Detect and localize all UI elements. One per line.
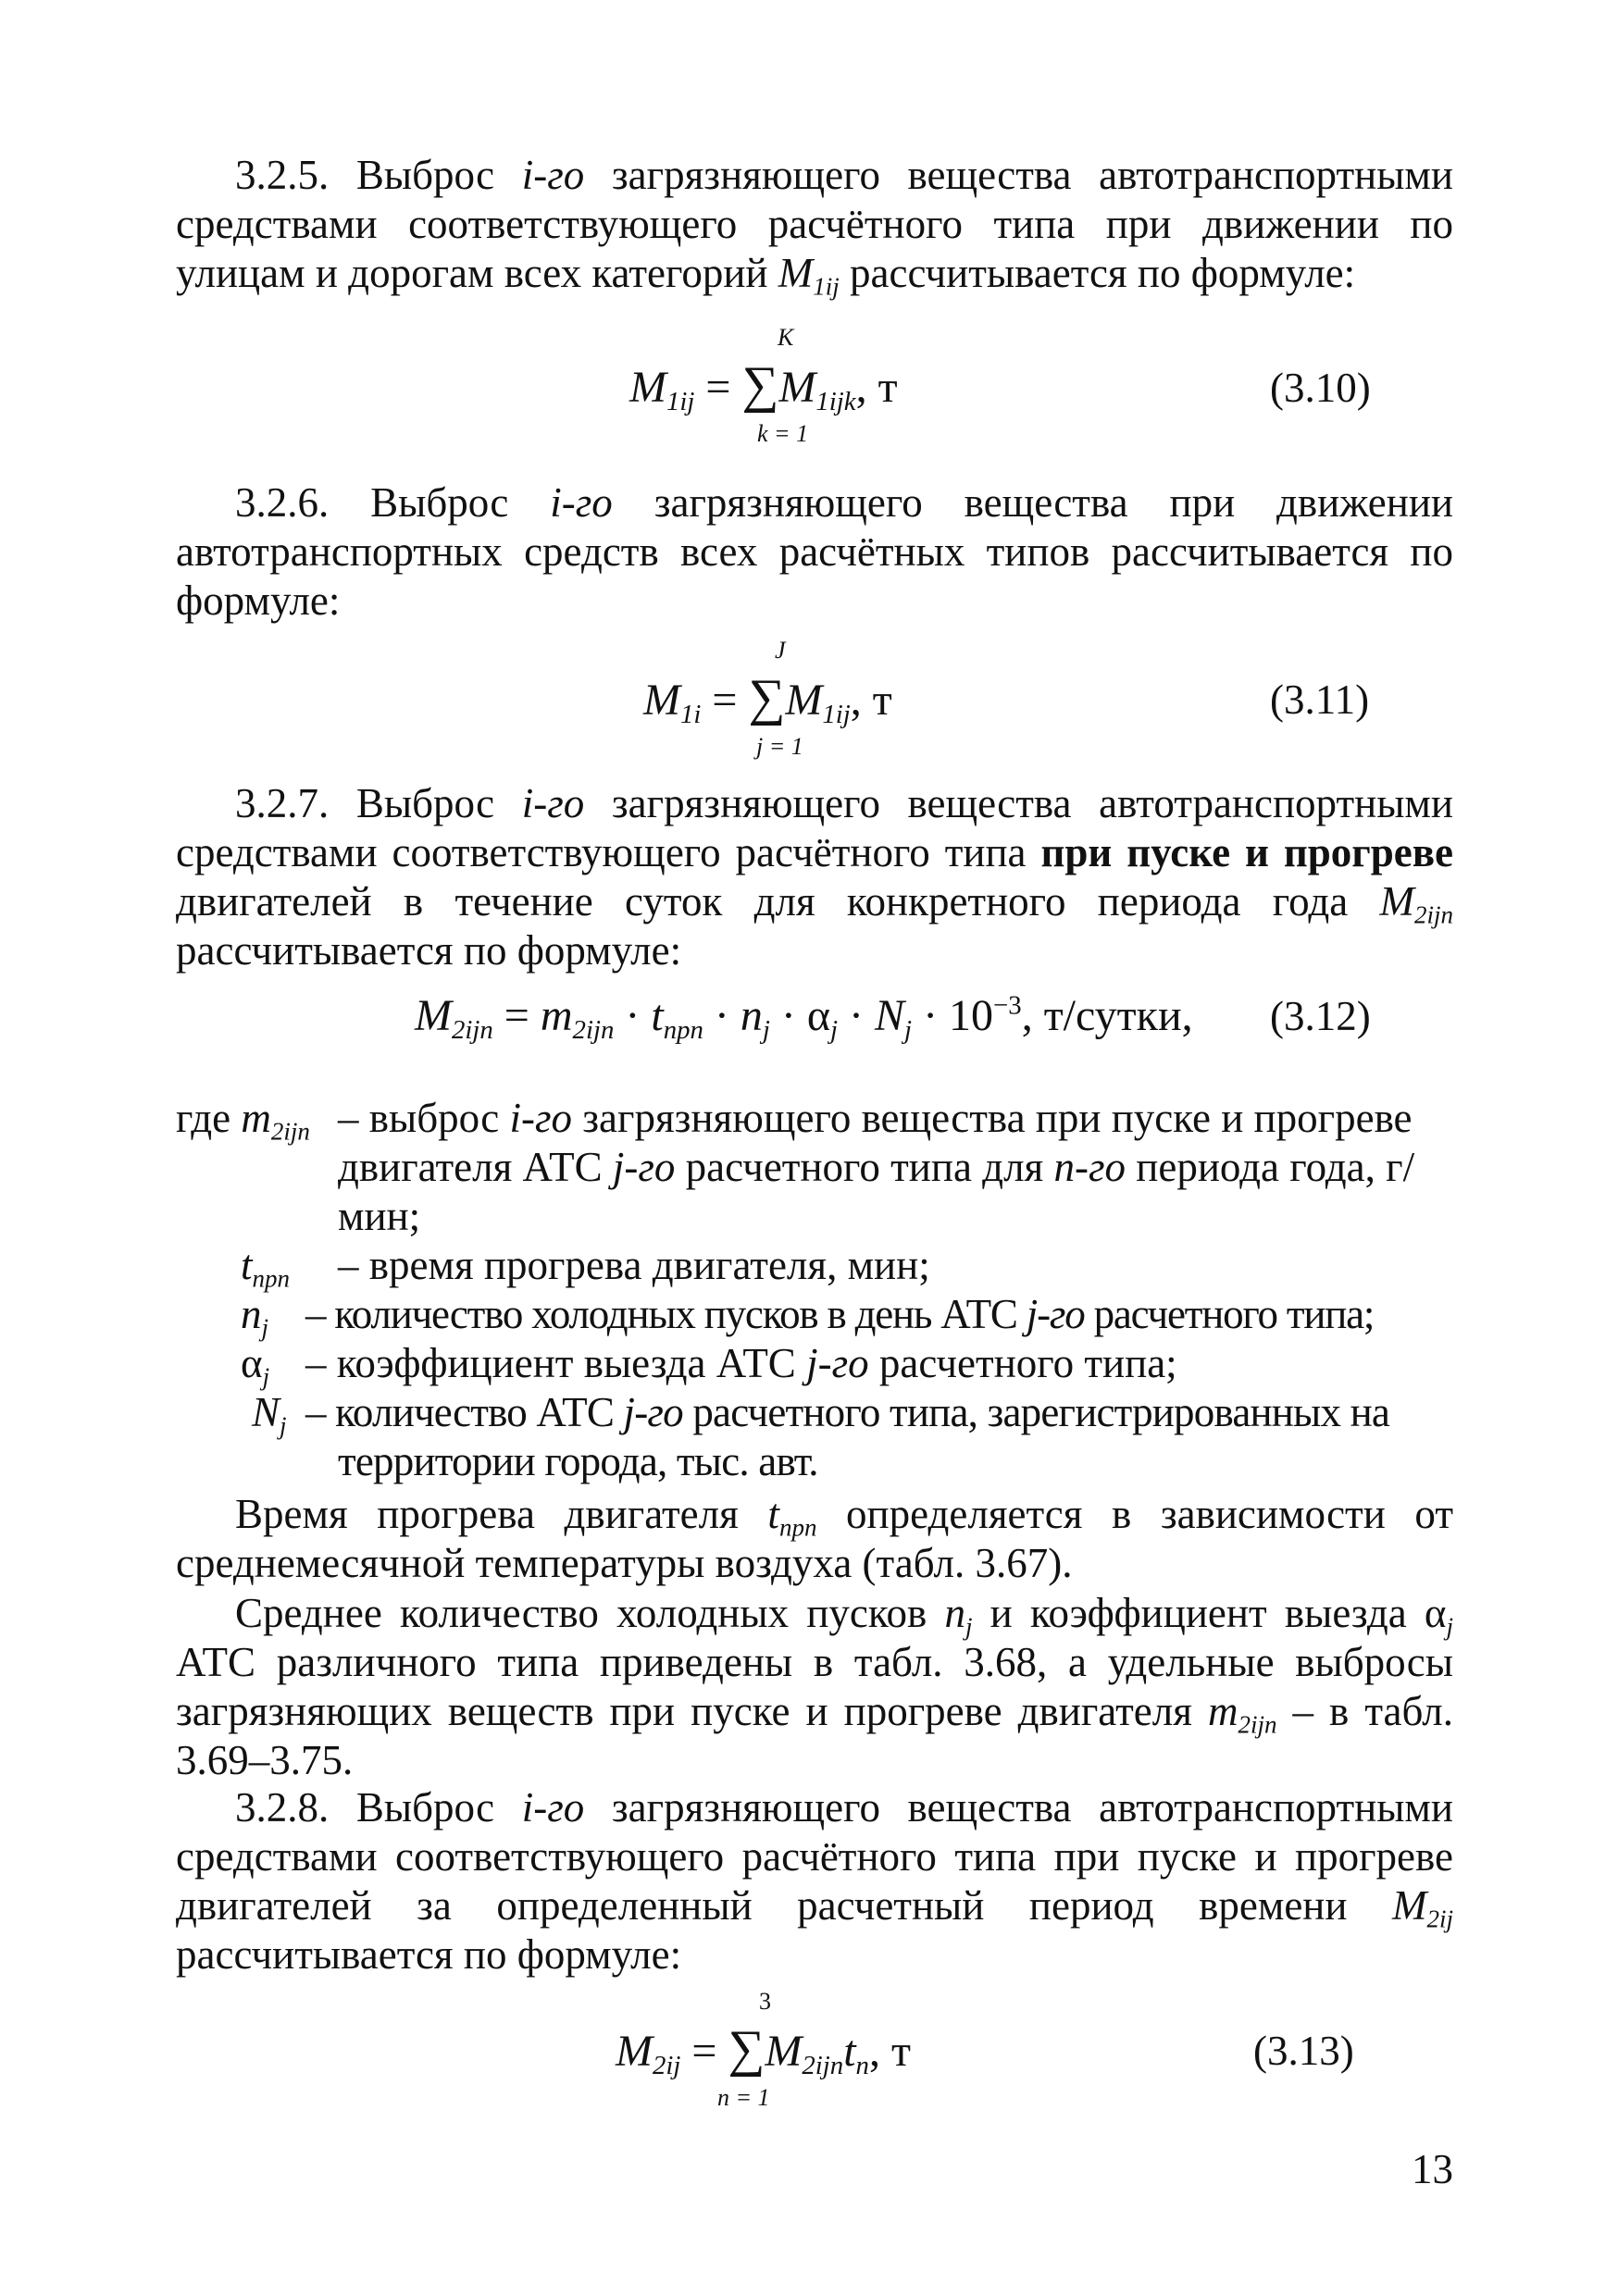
sum-upper-limit: K xyxy=(778,324,794,351)
equation-3-11 xyxy=(643,629,921,777)
text: определяется в зависимости от среднемесячной температуры воздуха (табл. 3.67). xyxy=(176,1491,1453,1586)
paragraph-average-starts xyxy=(176,1589,1453,1785)
math-symbol: M xyxy=(785,676,823,725)
math-number: 10 xyxy=(949,991,994,1040)
math-subscript: 1ij xyxy=(666,387,695,417)
math-symbol: n xyxy=(241,1291,262,1337)
equals-sign: = xyxy=(492,991,541,1040)
math-symbol: t xyxy=(767,1491,779,1537)
equation-number: (3.11) xyxy=(1270,676,1370,723)
math-subscript: 2ijn xyxy=(1238,1710,1277,1739)
sum-lower-limit: n = 1 xyxy=(717,2084,770,2111)
unit: , т xyxy=(855,363,898,412)
multiply-dot: · xyxy=(912,991,950,1040)
equation-number: (3.13) xyxy=(1253,2028,1354,2074)
sum-upper-limit: J xyxy=(775,637,786,664)
math-subscript: 2ij xyxy=(1426,1905,1453,1933)
paragraph-3-2-7 xyxy=(176,779,1453,975)
math-symbol: n xyxy=(944,1590,965,1636)
italic-var: i-го xyxy=(509,1095,573,1141)
text: загрязняющего вещества автотранспортными средствами соответствующего расчётного типа при пуске и прогреве двигателей за определенный расчетный период времени xyxy=(176,1784,1453,1929)
math-symbol: M xyxy=(765,2027,803,2076)
equation-number: (3.10) xyxy=(1270,365,1371,411)
equals-sign: = xyxy=(680,2027,728,2076)
math-subscript: j xyxy=(1446,1612,1453,1641)
math-subscript: j xyxy=(262,1362,270,1391)
definition-n xyxy=(176,1290,1462,1342)
math-symbol: M xyxy=(778,250,814,296)
math-symbol: M xyxy=(616,2027,653,2076)
math-symbol: M xyxy=(415,991,452,1040)
math-subscript: j xyxy=(965,1612,973,1641)
math-subscript: 2ijn xyxy=(572,1015,615,1046)
variable-definitions xyxy=(176,1094,1462,1486)
italic-var: n-го xyxy=(1053,1144,1126,1190)
definition-m xyxy=(176,1094,1462,1241)
math-symbol: M xyxy=(778,363,816,412)
text: загрязняющего вещества автотранспортными средствами соответствующего расчётного типа при движении по улицам и дорогам всех категорий xyxy=(176,152,1453,296)
math-symbol: N xyxy=(252,1389,280,1435)
math-symbol: t xyxy=(651,991,664,1040)
text: рассчитывается по формуле: xyxy=(839,250,1356,296)
text: периода года, г/мин; xyxy=(338,1144,1415,1239)
italic-var: j-го xyxy=(806,1340,869,1386)
math-symbol: m xyxy=(241,1095,271,1141)
text: – выброс xyxy=(338,1095,510,1141)
math-subscript: n xyxy=(855,2051,869,2081)
text: рассчитывается по формуле: xyxy=(176,927,682,974)
math-symbol: α xyxy=(806,991,831,1040)
paragraph-warmup-time xyxy=(176,1490,1453,1588)
math-subscript: npn xyxy=(252,1264,291,1293)
multiply-dot: · xyxy=(703,991,741,1040)
unit: , т/сутки, xyxy=(1021,991,1193,1040)
text: расчетного типа; xyxy=(868,1340,1177,1386)
definition-t xyxy=(176,1241,1462,1293)
math-subscript: 2ijn xyxy=(451,1015,493,1046)
italic-var: j-го xyxy=(612,1144,676,1190)
sigma-symbol: ∑ xyxy=(748,669,786,726)
math-subscript: npn xyxy=(778,1513,817,1542)
text: – коэффициент выезда АТС xyxy=(305,1340,807,1386)
math-subscript: 1ijk xyxy=(815,387,856,417)
math-subscript: 1i xyxy=(679,700,702,730)
equation-number: (3.12) xyxy=(1270,993,1371,1039)
math-subscript: 1ij xyxy=(822,700,851,730)
math-symbol: m xyxy=(1207,1688,1238,1734)
text: – количество холодных пусков в день АТС xyxy=(305,1291,1027,1337)
text: рассчитывается по формуле: xyxy=(176,1931,682,1978)
unit: , т xyxy=(850,676,892,725)
math-subscript: j xyxy=(762,1015,770,1046)
italic-var: i-го xyxy=(521,152,585,198)
multiply-dot: · xyxy=(838,991,876,1040)
text: двигателей в течение суток для конкретного периода года xyxy=(176,878,1380,925)
paragraph-3-2-8 xyxy=(176,1783,1453,1980)
sigma-symbol: ∑ xyxy=(741,356,779,414)
math-symbol: M xyxy=(1379,878,1414,925)
sum-lower-limit: k = 1 xyxy=(757,420,809,447)
text: 3.2.5. Выброс xyxy=(235,152,522,198)
math-subscript: npn xyxy=(663,1015,703,1046)
text: 3.2.7. Выброс xyxy=(235,780,522,826)
italic-var: j-го xyxy=(1026,1291,1085,1337)
text: Среднее количество холодных пусков xyxy=(235,1590,945,1636)
sum-lower-limit: j = 1 xyxy=(756,733,803,760)
equals-sign: = xyxy=(694,363,742,412)
math-exponent: −3 xyxy=(993,990,1022,1021)
math-symbol: M xyxy=(629,363,666,412)
paragraph-3-2-5 xyxy=(176,151,1453,301)
definition-alpha xyxy=(176,1339,1462,1391)
text: расчетного типа для xyxy=(675,1144,1054,1190)
italic-var: i-го xyxy=(521,780,585,826)
italic-var: i-го xyxy=(521,1784,585,1831)
equation-3-12 xyxy=(415,981,1248,1055)
text: Время прогрева двигателя xyxy=(235,1491,768,1537)
italic-var: j-го xyxy=(623,1389,683,1435)
text: расчетного типа; xyxy=(1084,1291,1375,1337)
math-subscript: 2ijn xyxy=(802,2051,844,2081)
math-symbol: M xyxy=(1391,1882,1427,1929)
math-symbol: t xyxy=(241,1242,253,1288)
math-symbol: α xyxy=(1424,1590,1447,1636)
text: – время прогрева двигателя, мин; xyxy=(338,1242,930,1288)
math-subscript: j xyxy=(261,1313,269,1342)
math-symbol: n xyxy=(740,991,763,1040)
page-number: 13 xyxy=(1412,2146,1453,2192)
text: – в табл. 3.69–3.75. xyxy=(176,1688,1454,1783)
multiply-dot: · xyxy=(614,991,652,1040)
math-subscript: 2ijn xyxy=(270,1117,310,1146)
math-subscript: 2ij xyxy=(652,2051,681,2081)
math-subscript: 2ijn xyxy=(1413,900,1453,929)
text: 3.2.8. Выброс xyxy=(235,1784,522,1831)
text: где xyxy=(176,1095,242,1141)
definition-N xyxy=(176,1388,1462,1486)
text: – количество АТС xyxy=(305,1389,624,1435)
math-symbol: N xyxy=(875,991,905,1040)
italic-var: i-го xyxy=(550,479,613,526)
math-symbol: M xyxy=(643,676,680,725)
text: загрязняющего вещества при движении автотранспортных средств всех расчётных типов рассчитывается по формуле: xyxy=(176,479,1453,624)
equation-3-13 xyxy=(616,1980,949,2128)
text: расчетного типа, зарегистрированных на территории города, тыс. авт. xyxy=(338,1389,1390,1484)
math-symbol: t xyxy=(843,2027,856,2076)
text: 3.2.6. Выброс xyxy=(235,479,551,526)
text: загрязняющего вещества при пуске и прогреве двигателя АТС xyxy=(338,1095,1413,1190)
math-subscript: j xyxy=(830,1015,839,1046)
math-subscript: 1ij xyxy=(813,272,840,301)
sigma-symbol: ∑ xyxy=(728,2020,765,2078)
sum-upper-limit: 3 xyxy=(759,1988,771,2015)
text: АТС различного типа приведены в табл. 3.68, а удельные выбросы загрязняющих веществ при пуске и прогреве двигателя xyxy=(176,1639,1453,1734)
unit: , т xyxy=(868,2027,911,2076)
equals-sign: = xyxy=(701,676,749,725)
math-symbol: α xyxy=(241,1340,263,1386)
math-symbol: m xyxy=(540,991,573,1040)
paragraph-3-2-6 xyxy=(176,478,1453,626)
math-subscript: j xyxy=(280,1411,287,1440)
equation-3-10 xyxy=(629,316,907,465)
bold-text: при пуске и прогреве xyxy=(1040,829,1453,875)
text: загрязняющего вещества автотранспортными средствами соответствующего расчётного типа xyxy=(176,780,1453,875)
text: и коэффициент выезда xyxy=(972,1590,1425,1636)
multiply-dot: · xyxy=(769,991,807,1040)
math-subscript: j xyxy=(904,1015,913,1046)
